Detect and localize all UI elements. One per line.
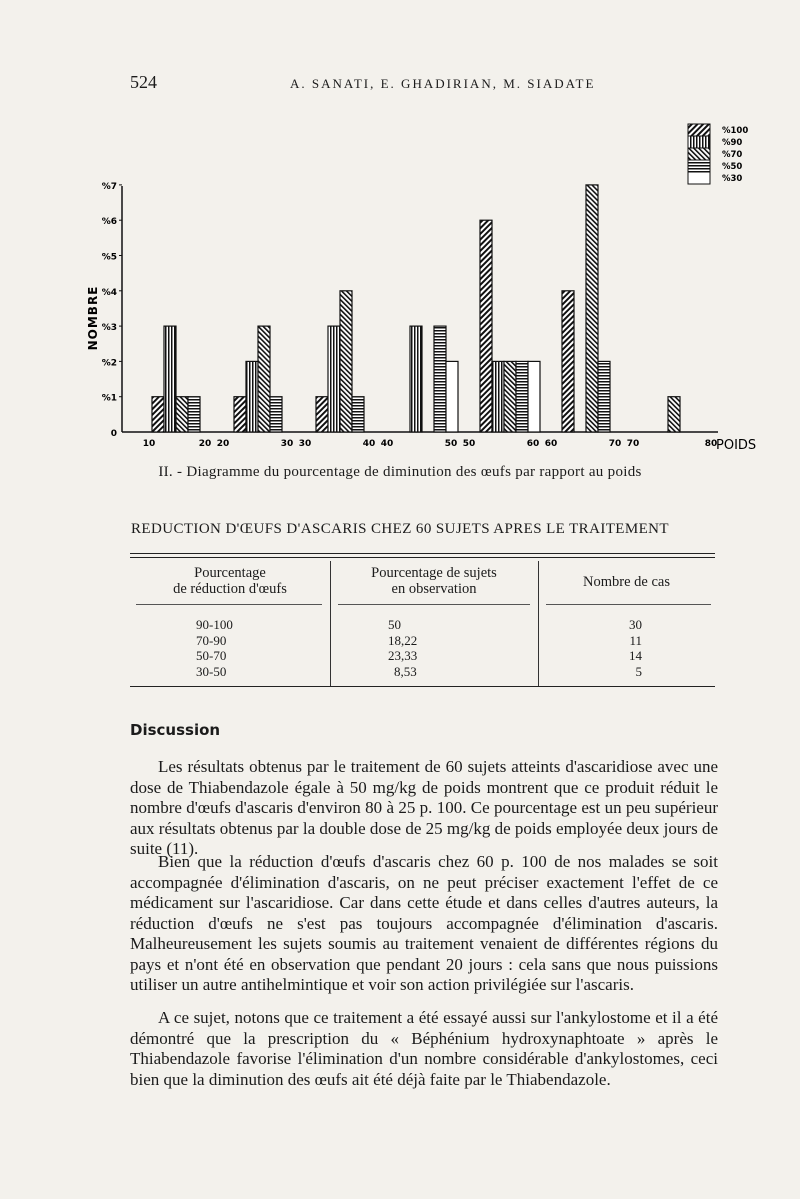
table-cell: 50 — [388, 617, 401, 632]
page-number: 524 — [130, 72, 157, 92]
col-header-cases: Nombre de cas — [583, 574, 670, 590]
table-rule — [130, 553, 715, 554]
header-underline — [338, 604, 530, 605]
bar-pct30-40-50 — [446, 361, 458, 432]
bar-pct70-50-60 — [504, 361, 516, 432]
paragraph: Les résultats obtenus par le traitement de 60 sujets atteints d'ascaridiose avec une dose de Thiabendazole égale à 50 mg/kg de poids montrent que ce produit réduit le nombre d'œufs d'ascaris d'environ 80 à 25 p. 100. Ce pourcentage est un peu supérieur aux résultats obtenus par la double dose de 25 mg/kg de poids employée deux jours de suite (11). — [130, 757, 718, 858]
x-tick-label: 60 — [544, 439, 558, 449]
bar-pct100-30-40 — [316, 397, 328, 432]
bar-pct70-10-20 — [176, 397, 188, 432]
legend-swatch — [688, 148, 710, 160]
bar-pct100-10-20 — [152, 397, 164, 432]
paragraph: A ce sujet, notons que ce traitement a été essayé aussi sur l'ankylostome et il a été démontré que la prescription du « Béphénium hydroxynaphtoate » après le Thiabendazole favorise l'élimination d'un nombre considérable d'ankylostomes, ceci bien que la diminution des œufs ait été déjà faite par le Thiabendazole. — [130, 1008, 718, 1089]
bar-pct90-30-40 — [328, 326, 340, 432]
table-cell: 5 — [635, 663, 642, 679]
bar-pct90-10-20 — [164, 326, 176, 432]
bar-pct100-60-70 — [562, 291, 574, 432]
table-cell: 23,33 — [388, 648, 418, 663]
legend-label: %70 — [722, 150, 743, 160]
y-tick-label: %7 — [101, 181, 117, 192]
chart-legend — [688, 124, 748, 184]
col-percent — [388, 617, 438, 679]
x-tick-label: 20 — [198, 439, 212, 449]
col-header-line: de réduction d'œufs — [173, 581, 287, 597]
bar-pct50-50-60 — [516, 361, 528, 432]
x-tick-label: 20 — [216, 439, 230, 449]
table-rule — [130, 557, 715, 558]
legend-label: %50 — [722, 162, 743, 172]
table-cell: 30 — [629, 617, 642, 632]
y-tick-label: %1 — [101, 393, 117, 404]
bar-pct50-30-40 — [352, 397, 364, 432]
col-cases — [620, 617, 642, 679]
table-cell: 70-90 — [196, 632, 227, 648]
section-heading: Discussion — [130, 721, 221, 739]
legend-swatch — [688, 160, 710, 172]
y-tick-label: %2 — [101, 358, 117, 369]
legend-swatch — [688, 172, 710, 184]
bar-pct100-50-60 — [480, 220, 492, 432]
x-tick-label: 30 — [298, 439, 312, 449]
x-tick-label: 30 — [280, 439, 294, 449]
x-tick-label: 70 — [626, 439, 640, 449]
x-axis-label: POIDS — [716, 438, 757, 453]
x-tick-label: 40 — [380, 439, 394, 449]
col-header-line: Pourcentage de sujets — [371, 565, 497, 581]
legend-label: %100 — [722, 126, 749, 136]
figure-caption: II. - Diagramme du pourcentage de diminution des œufs par rapport au poids — [158, 464, 642, 480]
table-cell: 11 — [629, 632, 642, 648]
y-axis-label: NOMBRE — [86, 285, 100, 351]
header-underline — [546, 604, 711, 605]
table-cell: 30-50 — [196, 663, 227, 679]
y-tick-labels — [102, 182, 122, 439]
legend-label: %30 — [722, 174, 743, 184]
legend-swatch — [688, 136, 710, 148]
table-cell: 90-100 — [196, 617, 233, 632]
bar-pct70-30-40 — [340, 291, 352, 432]
bar-pct50-40-50 — [434, 326, 446, 432]
y-tick-label: %3 — [101, 323, 117, 334]
x-tick-label: 50 — [462, 439, 476, 449]
header-underline — [136, 604, 322, 605]
paragraph: Bien que la réduction d'œufs d'ascaris chez 60 p. 100 de nos malades se soit accompagnée d'élimination d'ascaris, on ne peut préciser exactement l'effet de ce médicament sur l'ascaridiose. Car dans cette étude et dans celles d'autres auteurs, la réduction d'œufs ne s'est pas toujours accompagnée d'élimination d'ascaris. Malheureusement les sujets soumis au traitement venaient de différentes régions du pays et n'ont été en observation que pendant 20 jours : cela sans que nous puissions utiliser un autre antihelmintique et voir son action privilégiée sur l'ascaris. — [130, 852, 718, 994]
x-tick-label: 40 — [362, 439, 376, 449]
col-header-line: en observation — [391, 581, 477, 597]
x-tick-labels — [143, 439, 718, 449]
bar-pct70-60-70 — [586, 185, 598, 432]
y-tick-label: 0 — [110, 429, 117, 439]
bar-pct90-40-50 — [410, 326, 422, 432]
bar-pct90-20-30 — [246, 361, 258, 432]
x-tick-label: 10 — [142, 439, 156, 449]
bar-pct70-20-30 — [258, 326, 270, 432]
table-rule — [130, 686, 715, 687]
bar-pct100-20-30 — [234, 397, 246, 432]
x-tick-label: 60 — [526, 439, 540, 449]
table-cell: 18,22 — [388, 632, 418, 648]
bar-pct90-50-60 — [492, 361, 504, 432]
table-cell: 14 — [629, 648, 642, 663]
table-cell: 50-70 — [196, 648, 227, 663]
running-head-authors: A. SANATI, E. GHADIRIAN, M. SIADATE — [290, 76, 596, 91]
y-tick-label: %5 — [101, 252, 117, 263]
bar-pct50-10-20 — [188, 397, 200, 432]
bar-pct30-50-60 — [528, 361, 540, 432]
legend-label: %90 — [722, 138, 743, 148]
col-header-reduction — [130, 565, 330, 597]
y-tick-label: %4 — [101, 287, 117, 298]
x-tick-label: 80 — [704, 439, 718, 449]
bar-chart — [0, 0, 800, 470]
x-tick-label: 70 — [608, 439, 622, 449]
chart-bars — [152, 185, 680, 432]
bar-pct70-70-80 — [668, 397, 680, 432]
col-header-percent — [330, 565, 538, 597]
col-header-line: Pourcentage — [194, 565, 266, 581]
bar-pct50-20-30 — [270, 397, 282, 432]
table-title: REDUCTION D'ŒUFS D'ASCARIS CHEZ 60 SUJETS APRES LE TRAITEMENT — [131, 521, 669, 537]
legend-swatch — [688, 124, 710, 136]
table-cell: 8,53 — [394, 663, 417, 679]
bar-pct50-60-70 — [598, 361, 610, 432]
y-tick-label: %6 — [101, 217, 117, 228]
col-reduction — [196, 617, 233, 679]
x-tick-label: 50 — [444, 439, 458, 449]
